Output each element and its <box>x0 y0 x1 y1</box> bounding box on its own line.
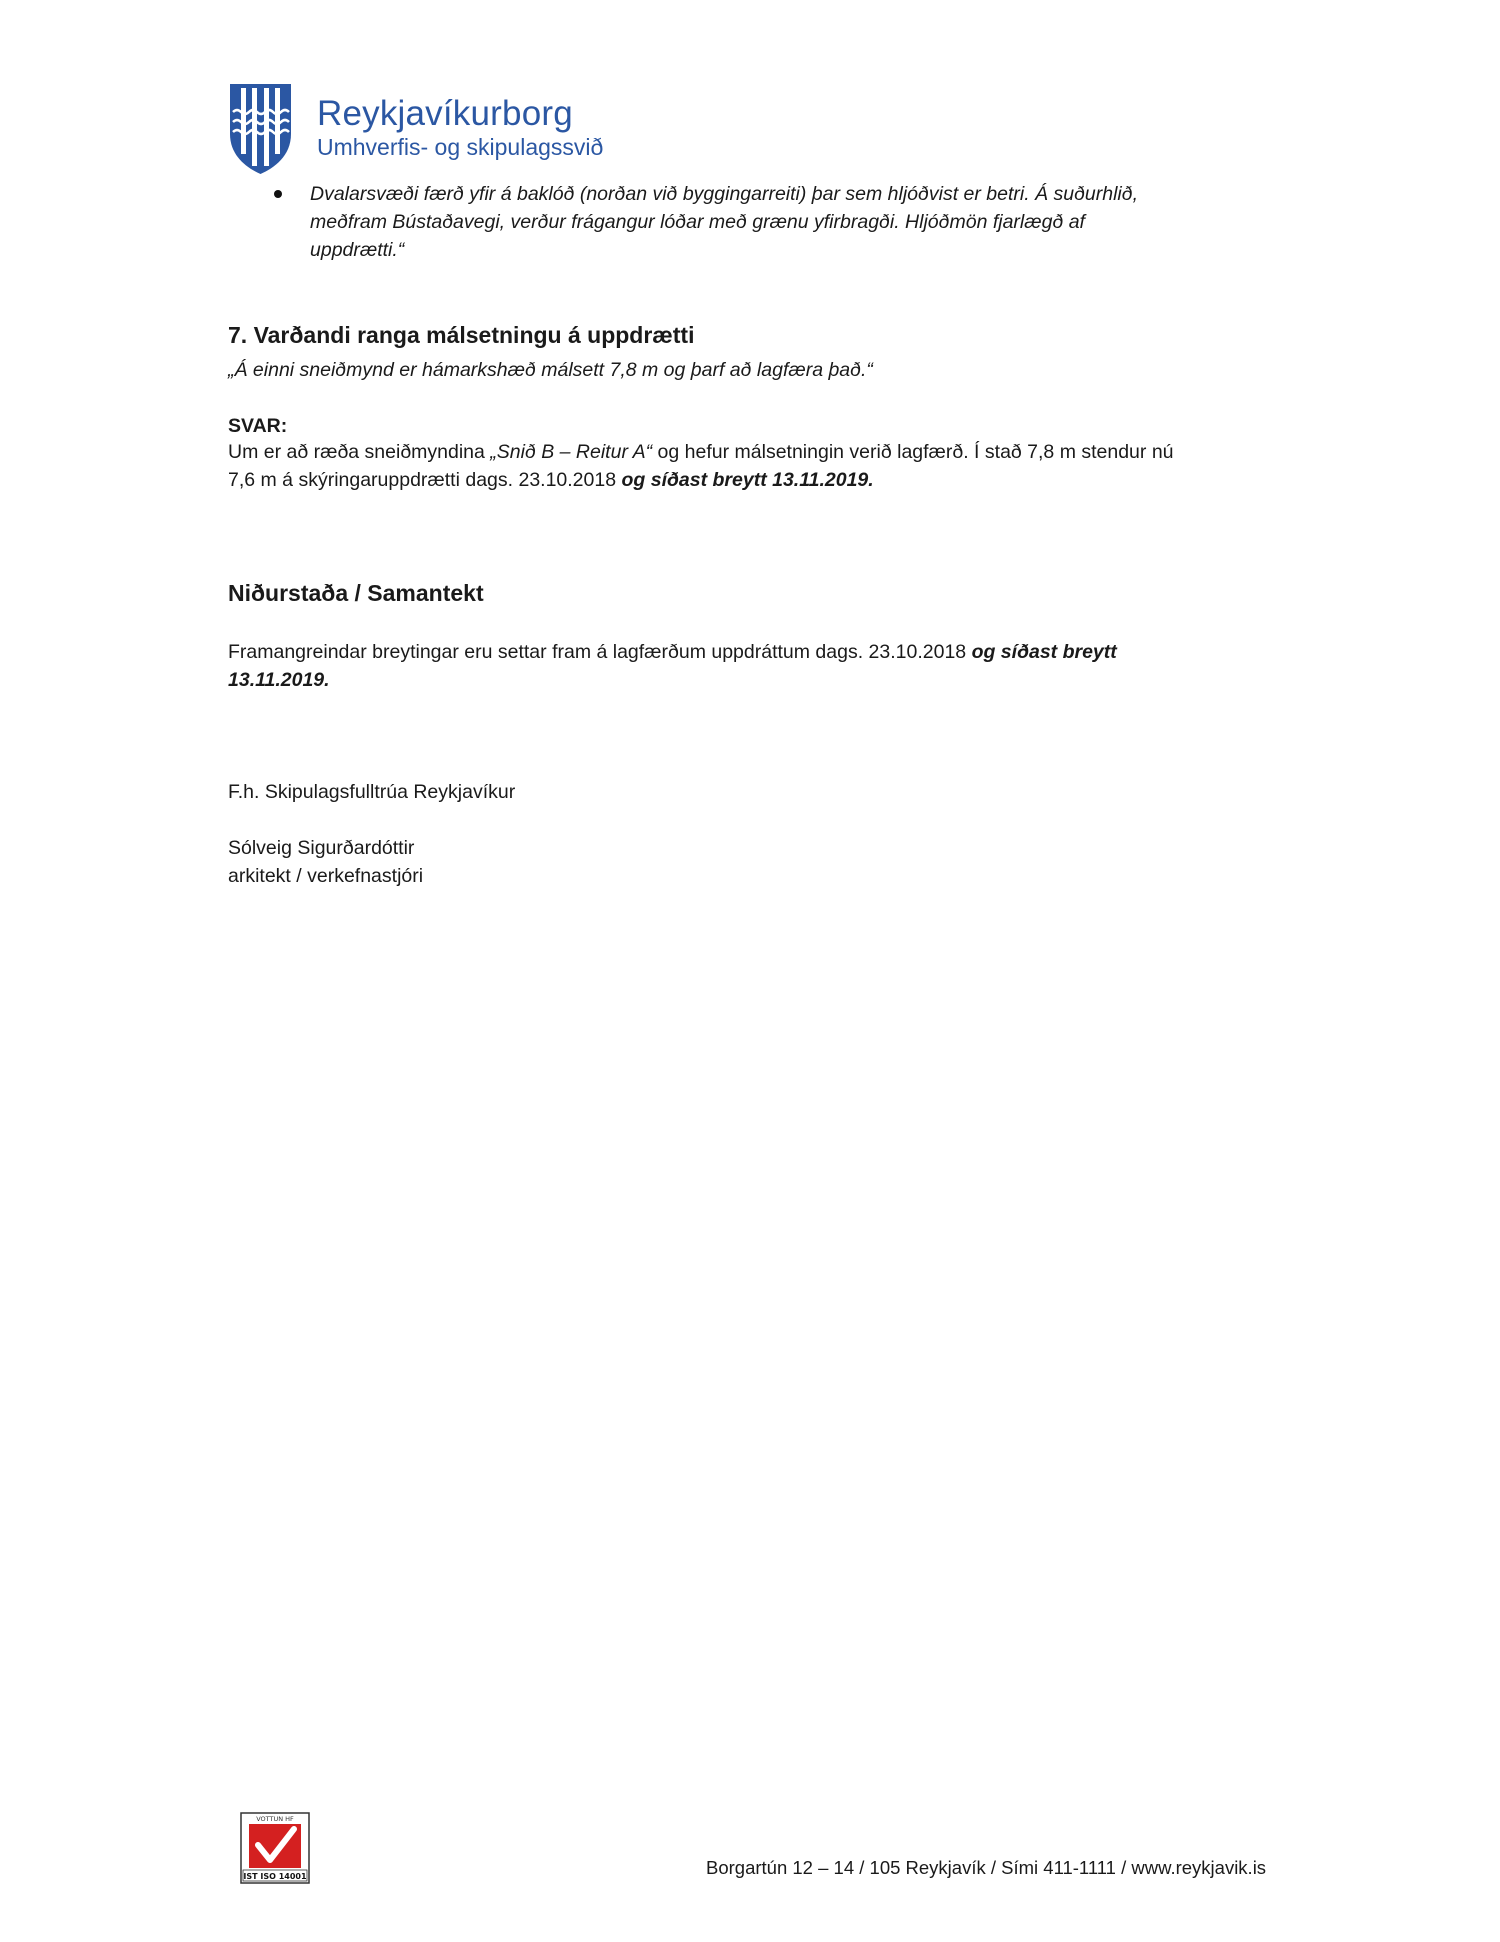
summary-heading: Niðurstaða / Samantekt <box>228 580 484 606</box>
answer-drawing-name: „Snið B – Reitur A“ <box>490 441 653 463</box>
answer-text-date: 7,6 m á skýringaruppdrætti dags. 23.10.2018 <box>228 469 622 491</box>
answer-text-start: Um er að ræða sneiðmyndina <box>228 441 491 463</box>
badge-bottom-text: IST ISO 14001 <box>243 1872 307 1881</box>
organization-name: Reykjavíkurborg <box>317 94 573 133</box>
bullet-point-icon <box>274 190 282 198</box>
answer-last-revised: og síðast breytt 13.11.2019. <box>621 469 874 491</box>
department-name: Umhverfis- og skipulagssvið <box>317 134 604 160</box>
section-7-heading: 7. Varðandi ranga málsetningu á uppdrætti <box>228 322 695 348</box>
bullet-line-3: uppdrætti.“ <box>310 239 405 261</box>
bullet-line-1: Dvalarsvæði færð yfir á baklóð (norðan við byggingarreiti) þar sem hljóðvist er betri. Á suðurhlið, <box>310 183 1139 205</box>
signoff-on-behalf: F.h. Skipulagsfulltrúa Reykjavíkur <box>228 781 516 803</box>
answer-line-1 <box>228 438 1268 466</box>
footer-address: Borgartún 12 – 14 / 105 Reykjavík / Sími 411-1111 / www.reykjavik.is <box>706 1857 1267 1878</box>
summary-line-1 <box>228 638 1268 666</box>
summary-text: Framangreindar breytingar eru settar fram á lagfærðum uppdráttum dags. 23.10.2018 <box>228 641 972 663</box>
summary-last-revised-label: og síðast breytt <box>971 641 1117 663</box>
section-7-quote: „Á einni sneiðmynd er hámarkshæð málsett 7,8 m og þarf að lagfæra það.“ <box>228 359 873 381</box>
summary-paragraph <box>228 638 1268 694</box>
bullet-item-text <box>310 180 1260 264</box>
answer-line-2 <box>228 466 1268 494</box>
iso-14001-certification-badge <box>240 1812 310 1884</box>
answer-paragraph <box>228 438 1268 494</box>
badge-top-text: VOTTUN HF <box>256 1815 294 1823</box>
answer-label: SVAR: <box>228 415 288 437</box>
bullet-line-2: meðfram Bústaðavegi, verður frágangur lóðar með grænu yfirbragði. Hljóðmön fjarlægð af <box>310 211 1085 233</box>
reykjavik-coat-of-arms-logo <box>228 82 293 176</box>
signer-name: Sólveig Sigurðardóttir <box>228 837 415 859</box>
summary-line-2: 13.11.2019. <box>228 669 330 691</box>
answer-text-rest: og hefur málsetningin verið lagfærð. Í stað 7,8 m stendur nú <box>652 441 1174 463</box>
signer-title: arkitekt / verkefnastjóri <box>228 865 424 887</box>
